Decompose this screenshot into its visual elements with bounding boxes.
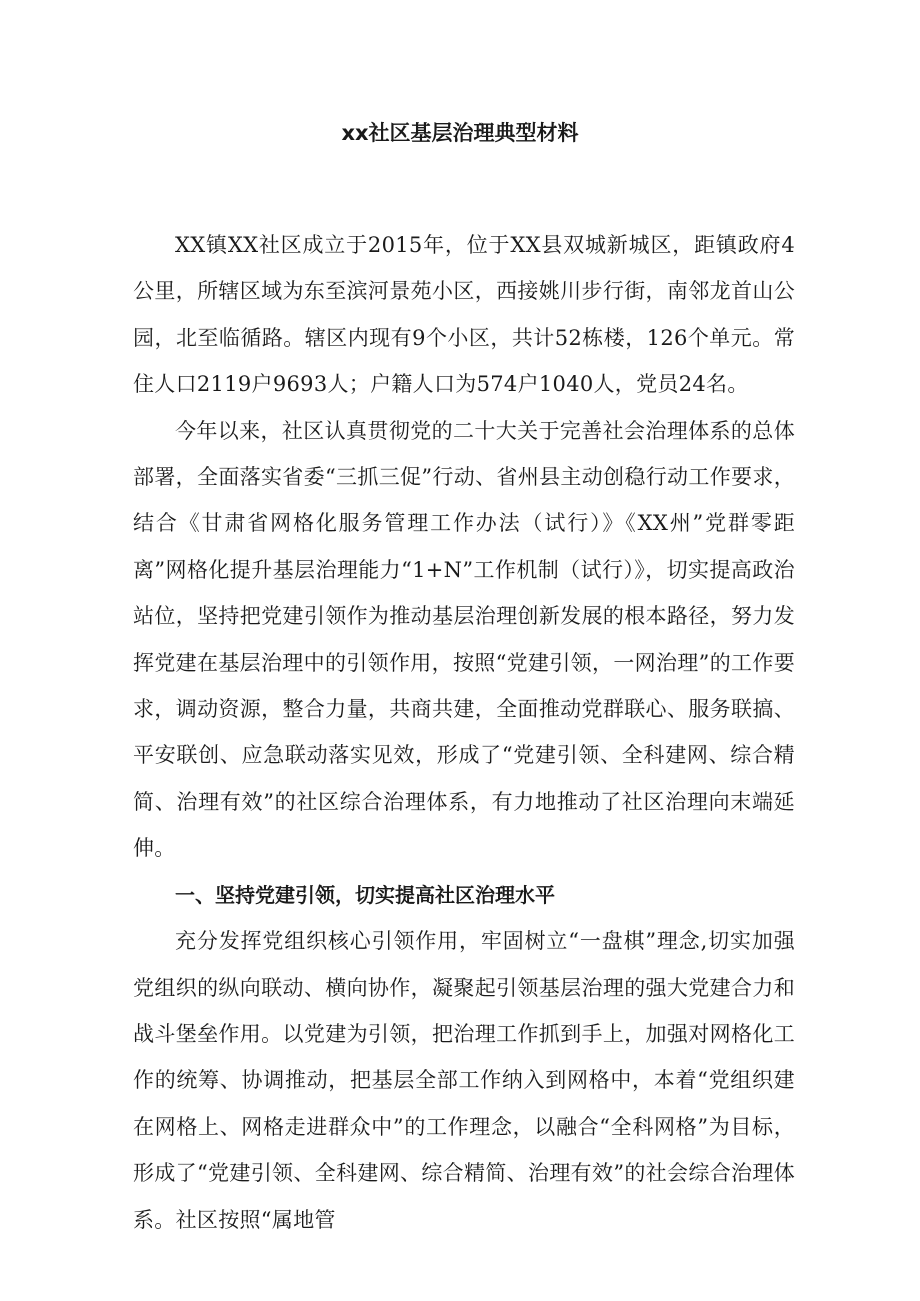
overview-paragraph: 今年以来，社区认真贯彻党的二十大关于完善社会治理体系的总体部署，全面落实省委“三抓三促”行动、省州县主动创稳行动工作要求，结合《甘肃省网格化服务管理工作办法（试行）》《XX州”党群零距离”网格化提升基层治理能力“1+N”工作机制（试行）》，切实提高政治站位，坚持把党建引领作为推动基层治理创新发展的根本路径，努力发挥党建在基层治理中的引领作用，按照“党建引领，一网治理”的工作要求，调动资源，整合力量，共商共建，全面推动党群联心、服务联搞、平安联创、应急联动落实见效，形成了“党建引领、全科建网、综合精简、治理有效”的社区综合治理体系，有力地推动了社区治理向末端延伸。 [133,418,795,861]
section-heading: 一、坚持党建引领，切实提高社区治理水平 [175,882,555,907]
document-body [133,222,795,1243]
document-title: xx社区基层治理典型材料 [341,121,579,145]
intro-paragraph: XX镇XX社区成立于2015年，位于XX县双城新城区，距镇政府4公里，所辖区域为东至滨河景苑小区，西接姚川步行街，南邻龙首山公园，北至临循路。辖区内现有9个小区，共计52栋楼，126个单元。常住人口2119户9693人；户籍人口为574户1040人，党员24名。 [133,233,795,397]
section-paragraph: 充分发挥党组织核心引领作用，牢固树立“一盘棋”理念,切实加强党组织的纵向联动、横向协作，凝聚起引领基层治理的强大党建合力和战斗堡垒作用。以党建为引领，把治理工作抓到手上，加强对网格化工作的统筹、协调推动，把基层全部工作纳入到网格中，本着“党组织建在网格上、网格走进群众中”的工作理念，以融合“全科网格”为目标，形成了“党建引领、全科建网、综合精简、治理有效”的社会综合治理体系。社区按照“属地管 [133,929,795,1232]
